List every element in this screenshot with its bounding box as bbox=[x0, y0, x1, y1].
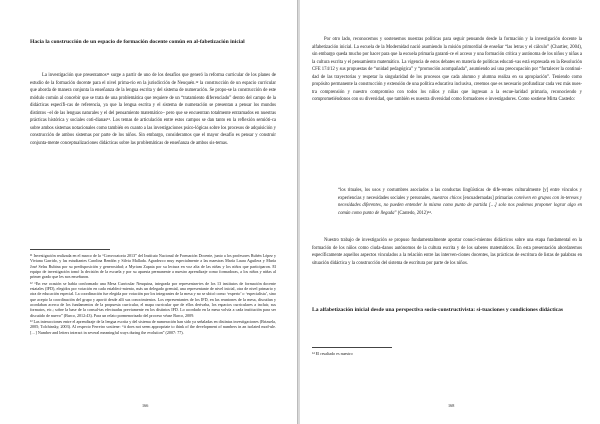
body-paragraph: Nuestro trabajo de investigación se propuso fundamentalmente aportar conoci-mientos didácticos sobre una etapa fundamental en la formación de los niños como ciuda-danos autónomos de la cultura escrita y de los saberes matemáticos. En esta presentación abordaremos específicamente aquellos aspectos vinculados a la relación entre las interven-ciones docentes, las prácticas de escritura de listas de palabras en situación didáctica y la construcción del sistema de escritura por parte de los niños. bbox=[312, 238, 582, 266]
footnote-14: ¹⁴ El resaltado es nuestro bbox=[312, 351, 353, 356]
body-paragraph: Por otro lado, reconocemos y sostenemos nuestras políticas para seguir pensando desde la formación y la investigación docente la alfabetización inicial. La escuela de la Modernidad nació asumiendo la misión primordial de enseñar “las letras y el cálculo” (Chartier, 2004), sin embargo queda mucho por hacer para que la escuela primaria garanti-ce el acceso y una formación crítica y autónoma de los niños y niñas a la cultura escrita y el pensamiento matemático. La vigencia de estos debates en materia de políticas educati-vas está expresada en la Resolución CFE 174/12 y sus propuestas de “unidad pedagógica” y “promoción acompañada”, asumiendo así una preocupación por “fortalecer la continui-dad de las trayectorias y respetar la singularidad de los procesos que cada alumno y alumna realiza en su apropiación”. Teniendo como propósito permanente la construcción y extensión de una política educativa inclusiva, creemos que es necesario profundizar cada vez más nues-tra comprensión y nuestro compromiso con todos los niños y niñas que ingresan a la escue-laridad primaria, reconociendo y comprometiéndonos con su diversidad, que también es nuestra diversidad como formadores e investigadores. Como sostiene Mirta Castedo: bbox=[312, 37, 582, 103]
quote-text: “los rituales, los usos y costumbres asociados a las conductas lingüísticas de dife-rentes culturalmente [y] entre vínculos y experiencias y necesidades sociales y personales, bbox=[338, 188, 582, 201]
footnote-rule bbox=[30, 249, 110, 250]
footnote-13: ¹³ Las interacciones entre el aprendizaje de la lengua escrita y del sistema de numeración han sido ya señaladas en distintas investigaciones (Brizuela, 2005; Tolchinsky, 2003). Al respecto Ferreiro sostiene: “it does not seem appropriate to think of the development of numbers in an isolated mod-ule. […] Number and letters interact in several meaningful ways during the evolution” (2007: 77). bbox=[30, 319, 276, 335]
quote-text: [encuadernadas] bbox=[462, 195, 494, 201]
body-paragraph: La investigación que presentamos¹¹ surge a partir de uno de los desafíos que generó la reforma curricular de los planes de estudio de la formación docente para el nivel prima-rio en la jurisdicción de Neuquén.¹² la construcción de un espacio curricular que aborda de manera conjunta la enseñanza de la lengua escrita y del sistema de numeración. Se propo-se la construcción de este módulo común al concebir que se trata de una problemática que requiere de un “tratamiento diferenciado” dentro del campo de la didácticas específi-cas de referencia, ya que la lengua escrita y el sistema de numeración se presentan a pensar los mundos distintos –el de las lenguas naturales y el del pensamiento matemático– pero que se encuentran totalmente entramados en nuestras prácticas histórica y sociales coti-dianas¹³. Los temas de articulación entre estos campos se dan tanto en la reflexión semióti-ca sobre ambos sistemas notacionales como también en cuanto a las investigaciones psico-lógicas sobre los procesos de adquisición y construcción de ambos sistemas por parte de los niños. Sin embargo, consideramos que el mayor desafío es pensar y construir conjunta-mente conceptualizaciones didácticas sobre las problemáticas de enseñanza de ambos sis-temas. bbox=[30, 73, 276, 146]
left-page bbox=[0, 0, 298, 424]
footnote-11: ¹¹ Investigación realizada en el marco de la “Convocatoria 2013” del Instituto Nacional de Formación Docente, junto a los profesores Rubén López y Viviana Garrido, y las estudiantes Carolina Rendón y Silvia Mallada. Agradezco muy especialmente a las maestras María Laura Aguilera y María José Selas Rubina por su predisposición y generosidad; a Myriam Zapata por su lectura en voz alta de las niñas y los niños que participaron. El equipo de investigación tomó la decisión de la escuela y por su apuesta permanente a nuestro aprendizaje como formadoras, a los niños y niñas al primer grado que les nos enseñaron. bbox=[30, 253, 276, 280]
footnotes bbox=[30, 253, 276, 335]
quote-citation: ” (Castedo, 2012)¹⁴. bbox=[394, 210, 432, 216]
section-heading: Hacia la construcción de un espacio de formación docente común en al-fabetización inicial bbox=[30, 39, 245, 45]
quote-text: primarias bbox=[495, 195, 513, 201]
quote-italic: nuestros chicos bbox=[432, 195, 462, 201]
footnote-12: ¹² “En ese ocasión se había conformado una Mesa Curricular Neuquina, integrada por representan-tes de los 13 institutos de formación docente estatales (IFD), elegidos por votación en cada estableci-miento, más un delegado gremial, una representante de nivel inicial, otra de nivel primario y otra de educación especial. La coordinación fue elegida por votación por los integrantes de la mesa y no se ubicó como ‘experto’ o ‘especialista’, sino que acepto la coordinación del grupo y aportó desde allí sus conocimientos. Los representantes de los IFD, en las reuniones de la mesa, discutían y acordaban acerca de los fundamentos de la propuesta curricular, el mapa curricular que de ellos derivaba, los espacios curriculares a incluir, sus formatos, etc.; sobre la base de la consul-tas efectuadas previamente en los distintos IFD. Lo acordado en la mesa volvía a cada institución para ser discutido de nuevo” (Barco, 2012:43). Para un relato pormenorizado del proceso véase Barco, 2009. bbox=[30, 280, 276, 318]
page-number: 168 bbox=[448, 403, 455, 408]
page-number: 166 bbox=[142, 403, 149, 408]
quote-italic: conviven en grupos con in-tereses y necesidades diferentes, no pueden entender lo mismo como punto de partida […] solo nos podemos proponer lograr algo en común como punto de llegada bbox=[338, 195, 582, 216]
section-heading: La alfabetización inicial desde una perspectiva socio-constructivista: si-tuaciones y condiciones didácticas bbox=[312, 307, 564, 313]
footnote-rule bbox=[312, 347, 392, 348]
right-page bbox=[300, 0, 600, 424]
block-quote bbox=[338, 187, 582, 217]
